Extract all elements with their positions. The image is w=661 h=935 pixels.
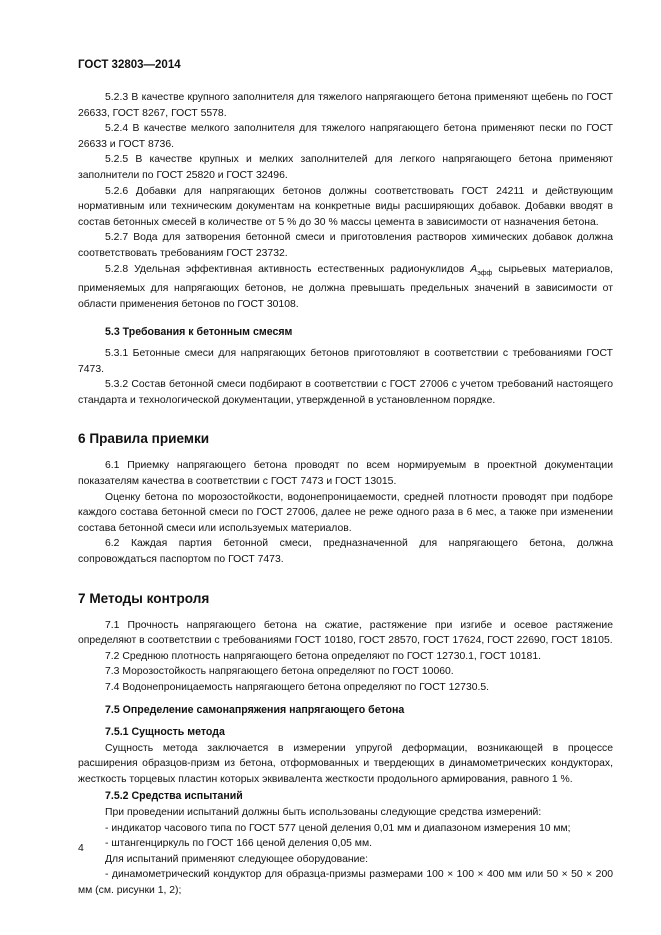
paragraph-5-2-8-start: 5.2.8 Удельная эффективная активность естественных радионуклидов — [105, 263, 471, 275]
paragraph-7-2: 7.2 Среднюю плотность напрягающего бетона определяют по ГОСТ 12730.1, ГОСТ 10181. — [105, 650, 541, 662]
paragraph-5-2-8 — [78, 262, 613, 313]
paragraph-equipment-intro: Для испытаний применяют следующее оборудование: — [105, 853, 369, 865]
list-item-indicator: - индикатор часового типа по ГОСТ 577 ценой деления 0,01 мм и диапазоном измерения 10 мм; — [105, 822, 571, 834]
document-header: ГОСТ 32803—2014 — [78, 59, 181, 71]
paragraph-5-2-8-end: сырьевых материалов, применяемых для напрягающих бетонов, не должна превышать предельных значений в зависимости от области применения бетонов по ГОСТ 30108. — [78, 263, 614, 310]
paragraph-5-2-7: 5.2.7 Вода для затворения бетонной смеси и приготовления растворов химических добавок должна соответствовать требованиям ГОСТ 23732. — [78, 232, 613, 259]
paragraph-5-2-5: 5.2.5 В качестве крупных и мелких заполнителей для легкого напрягающего бетона применяют заполнители по ГОСТ 25820 и ГОСТ 32496. — [78, 154, 613, 181]
paragraph-7-5-1: Сущность метода заключается в измерении упругой деформации, возникающей в процессе расширения образцов-призм из бетона, отформованных и твердеющих в динамометрических кондукторах, жесткость торцевых пластин которых эквивалента жесткости продольного армирования, равного 1 %. — [78, 742, 613, 785]
section-6-heading: 6 Правила приемки — [78, 431, 210, 447]
activity-symbol: A — [470, 263, 478, 275]
paragraph-7-4: 7.4 Водонепроницаемость напрягающего бетона определяют по ГОСТ 12730.5. — [105, 681, 490, 693]
section-5-3-heading: 5.3 Требования к бетонным смесям — [105, 326, 293, 339]
paragraph-6-2: 6.2 Каждая партия бетонной смеси, предназначенной для напрягающего бетона, должна сопровождаться паспортом по ГОСТ 7473. — [78, 538, 613, 565]
paragraph-5-3-2: 5.3.2 Состав бетонной смеси подбирают в соответствии с ГОСТ 27006 с учетом требований настоящего стандарта и технологической документации, утвержденной в установленном порядке. — [78, 379, 613, 406]
page-content — [78, 90, 613, 899]
paragraph-7-1: 7.1 Прочность напрягающего бетона на сжатие, растяжение при изгибе и осевое растяжение определяют в соответствии с требованиями ГОСТ 10180, ГОСТ 28570, ГОСТ 17624, ГОСТ 22690, ГОСТ 18105. — [78, 619, 613, 647]
section-7-heading: 7 Методы контроля — [78, 590, 210, 606]
paragraph-6-1: 6.1 Приемку напрягающего бетона проводят по всем нормируемым в проектной документации показателям качества в соответствии с ГОСТ 7473 и ГОСТ 13015. — [78, 460, 613, 487]
list-item-conductor: - динамометрический кондуктор для образца-призмы размерами 100 × 100 × 400 мм или 50 × 50 × 200 мм (см. рисунки 1, 2); — [78, 869, 613, 897]
page-number: 4 — [78, 843, 84, 854]
paragraph-5-2-4: 5.2.4 В качестве мелкого заполнителя для тяжелого напрягающего бетона применяют пески по ГОСТ 26633 и ГОСТ 8736. — [78, 123, 613, 150]
section-7-5-2-heading: 7.5.2 Средства испытаний — [105, 790, 243, 803]
paragraph-6-1-cont: Оценку бетона по морозостойкости, водонепроницаемости, средней плотности проводят при подборе каждого состава бетонной смеси по ГОСТ 27006, далее не реже одного раза в 6 мес, а также при изменении состава бетонной смеси или используемых материалов. — [78, 491, 613, 534]
paragraph-5-2-3: 5.2.3 В качестве крупного заполнителя для тяжелого напрягающего бетона применяют щебень по ГОСТ 26633, ГОСТ 8267, ГОСТ 5578. — [78, 92, 613, 119]
paragraph-7-3: 7.3 Морозостойкость напрягающего бетона определяют по ГОСТ 10060. — [105, 666, 454, 678]
section-7-5-1-heading: 7.5.1 Сущность метода — [105, 726, 225, 739]
paragraph-5-3-1: 5.3.1 Бетонные смеси для напрягающих бетонов приготовляют в соответствии с требованиями ГОСТ 7473. — [78, 347, 613, 375]
paragraph-7-5-2-intro: При проведении испытаний должны быть использованы следующие средства измерений: — [105, 807, 542, 819]
activity-subscript: эфф — [477, 269, 493, 277]
list-item-caliper: - штангенциркуль по ГОСТ 166 ценой деления 0,05 мм. — [105, 838, 372, 850]
paragraph-5-2-6: 5.2.6 Добавки для напрягающих бетонов должны соответствовать ГОСТ 24211 и действующим нормативным или техническим документам на конкретные виды расширяющих добавок. Добавки вводят в состав бетонных смесей в количестве от 5 % до 30 % массы цемента в зависимости от назначения бетона. — [78, 185, 613, 228]
section-7-5-heading: 7.5 Определение самонапряжения напрягающего бетона — [105, 704, 405, 717]
